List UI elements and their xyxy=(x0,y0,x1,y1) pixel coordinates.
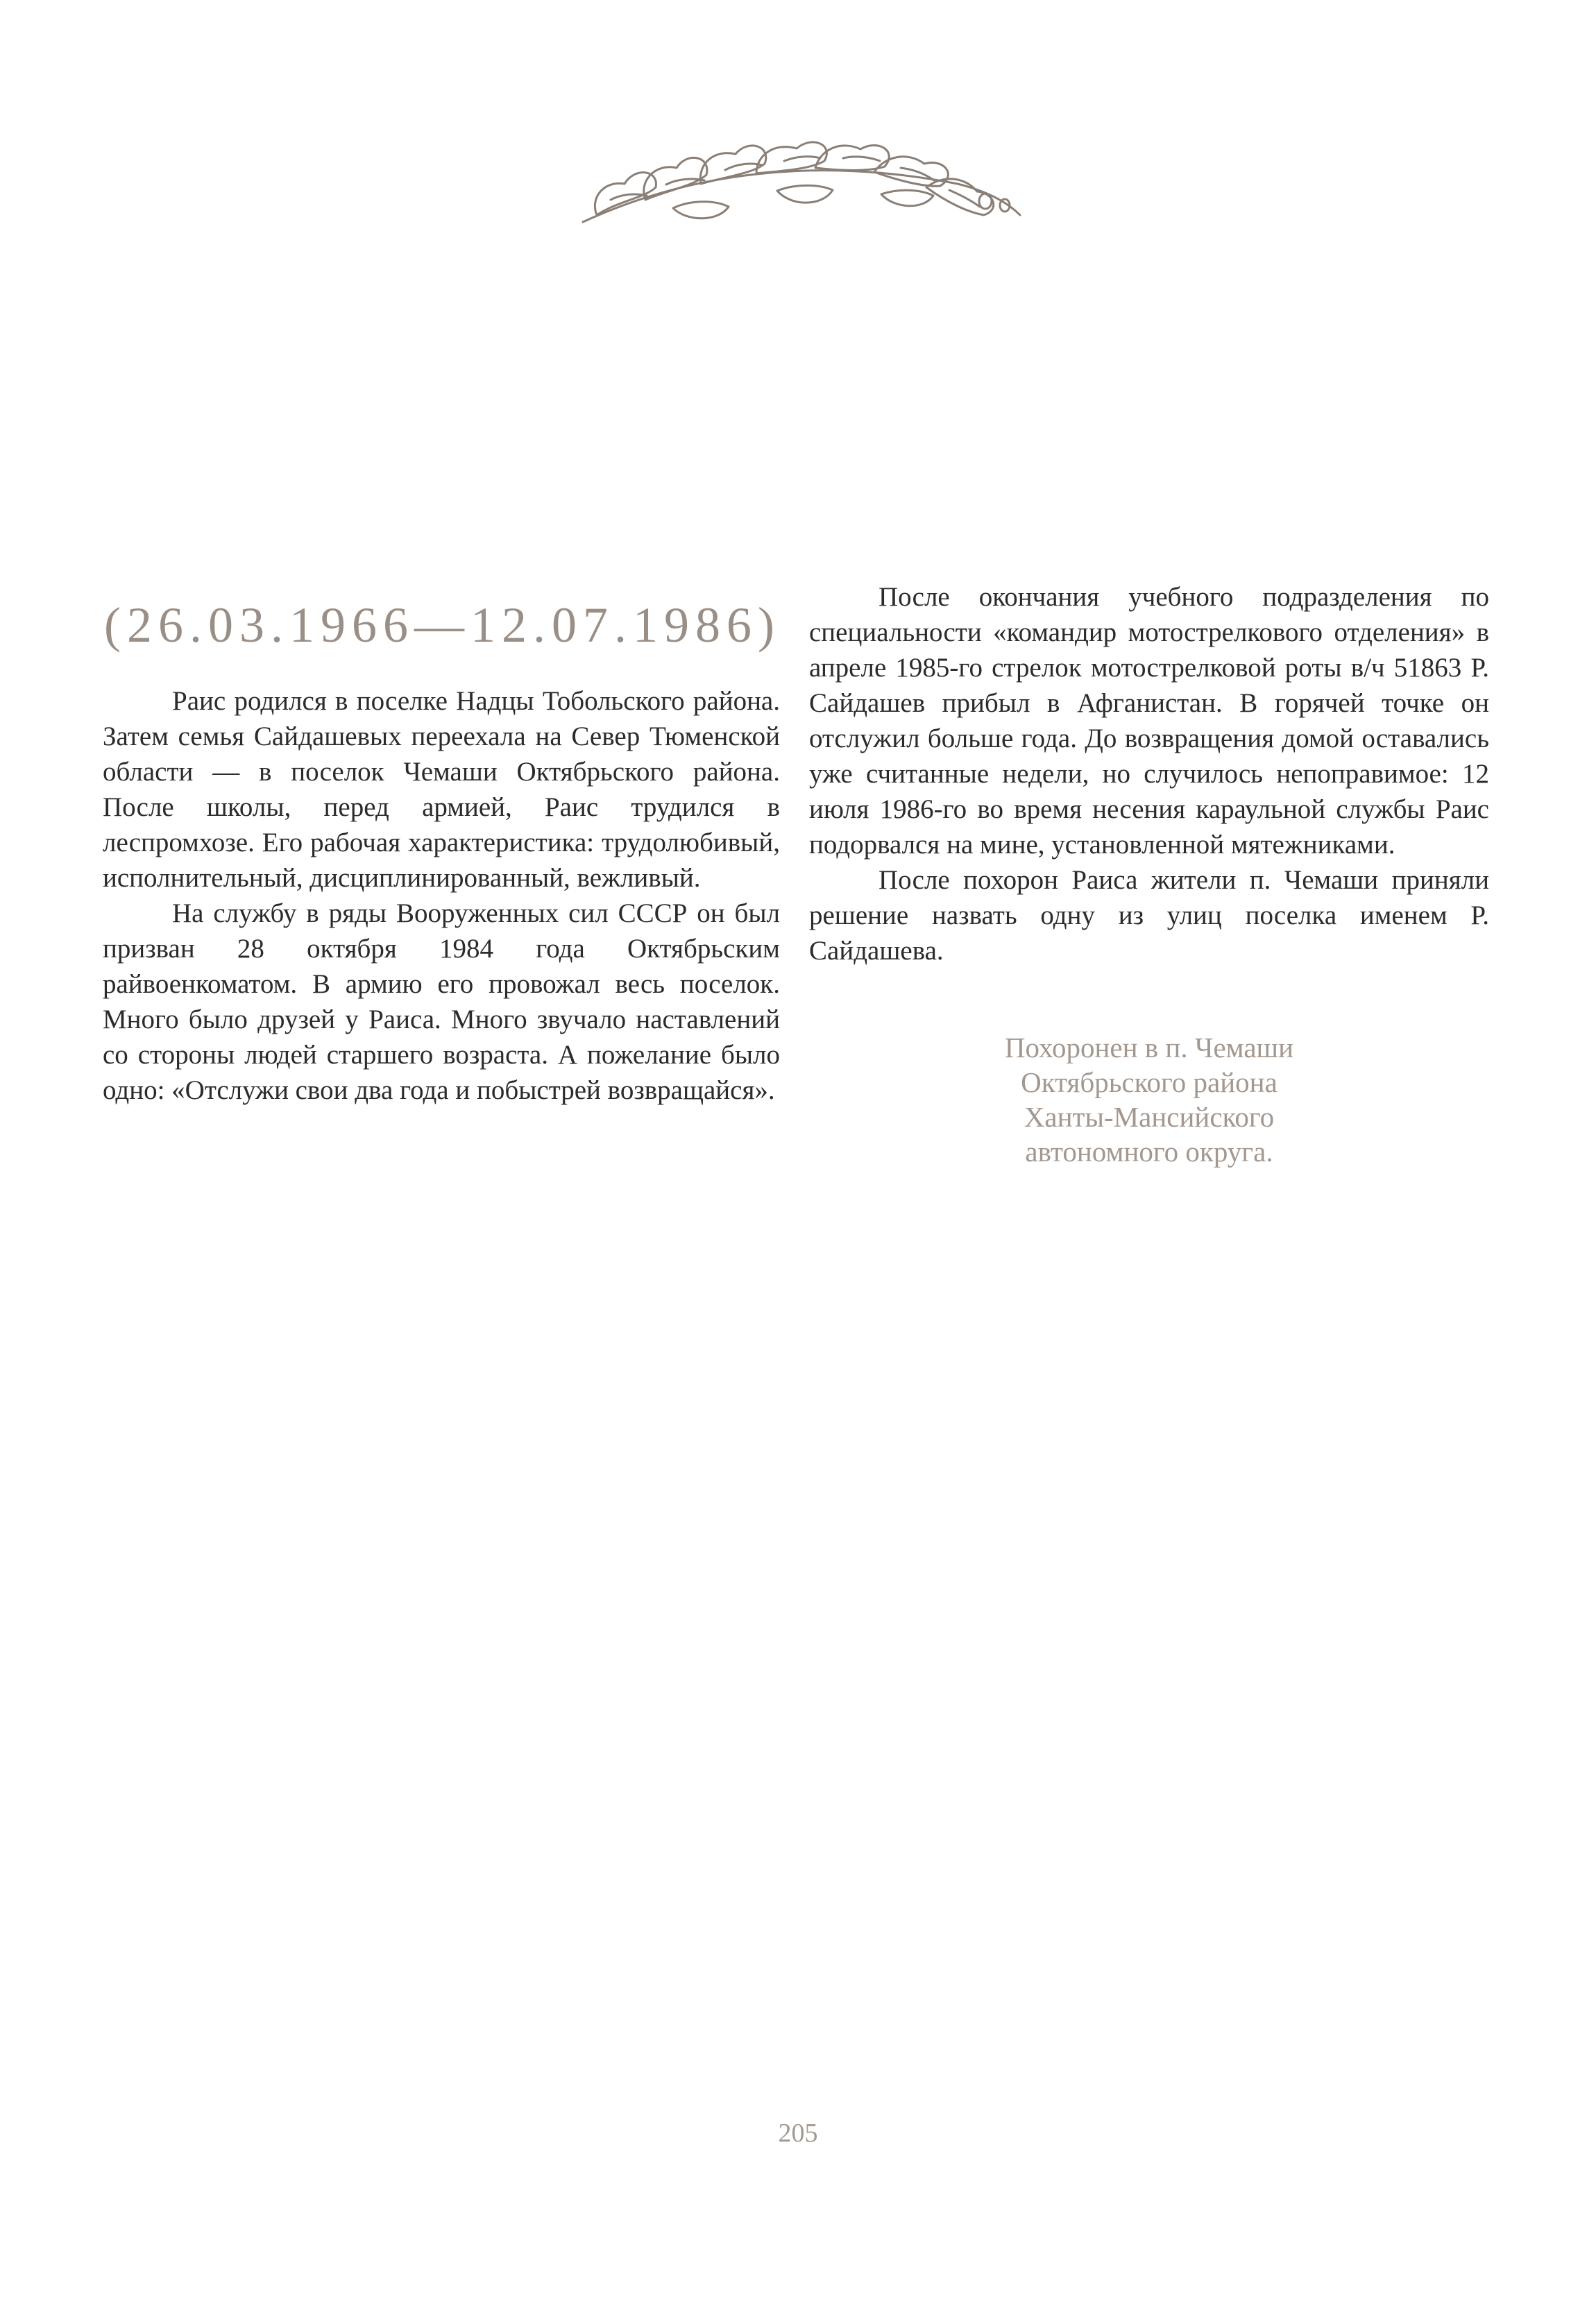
paragraph: После окончания учебного подразделения по специальности «командир мотострелкового отделения» в апреле 1985-го стрелок мотострелковой роты в/ч 51863 Р. Сайдашев прибыл в Афганистан. В горячей точке он отслужил больше года. До возвращения домой оставались уже считанные недели, но случилось непоправимое: 12 июля 1986-го во время несения караульной службы Раис подорвался на мине, установленной мятежниками. xyxy=(809,582,1489,860)
burial-line: Ханты-Мансийского xyxy=(1024,1101,1275,1133)
burial-line: Октябрьского района xyxy=(1021,1066,1277,1098)
paragraph: На службу в ряды Вооруженных сил СССР он был призван 28 октября 1984 года Октябрьским райвоенкоматом. В армию его провожал весь поселок. Много было друзей у Раиса. Много звучало наставлений со стороны людей старшего возраста. А пожелание было одно: «Отслужи свои два года и побыстрей возвращайся». xyxy=(103,898,780,1105)
paragraph: Раис родился в поселке Надцы Тобольского района. Затем семья Сайдашевых переехала на Север Тюменской области — в поселок Чемаши Октябрьского района. После школы, перед армией, Раис трудился в леспромхозе. Его рабочая характеристика: трудолюбивый, исполнительный, дисциплинированный, вежливый. xyxy=(103,686,780,893)
burial-line: Похоронен в п. Чемаши xyxy=(1004,1032,1294,1063)
right-column xyxy=(809,579,1489,968)
life-dates: (26.03.1966—12.07.1986) xyxy=(104,597,781,653)
oak-branch-icon xyxy=(569,118,1027,236)
paragraph: После похорон Раиса жители п. Чемаши приняли решение назвать одну из улиц поселка именем Р. Сайдашева. xyxy=(809,865,1489,966)
burial-line: автономного округа. xyxy=(1025,1136,1273,1168)
left-column xyxy=(103,683,780,1108)
page-number: 205 xyxy=(778,2119,818,2148)
burial-note xyxy=(809,1030,1489,1169)
